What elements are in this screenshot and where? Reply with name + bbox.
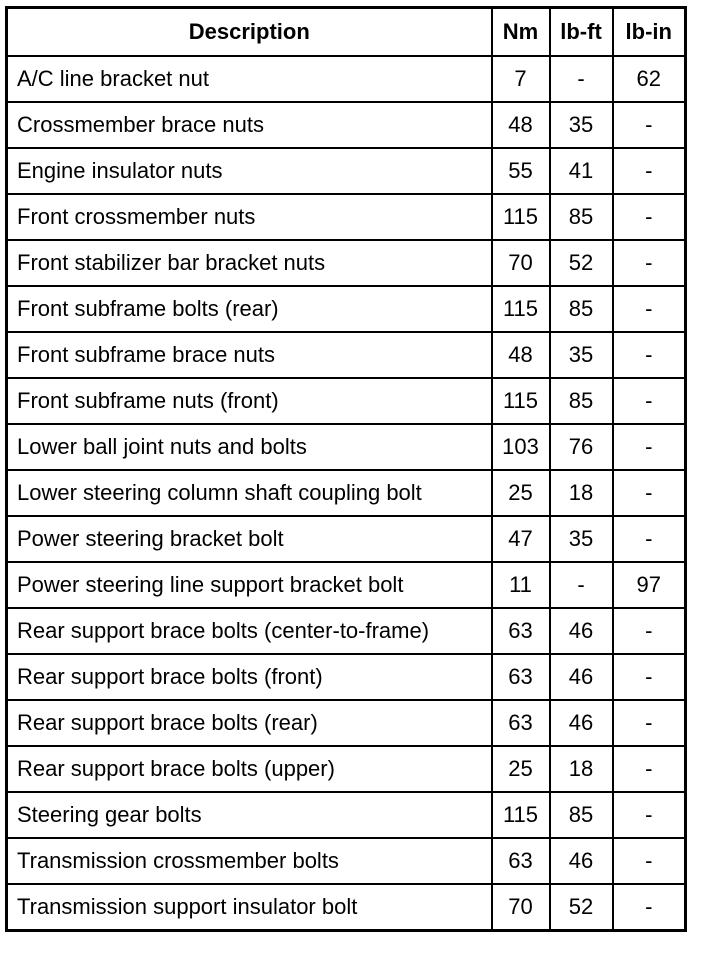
table-row <box>7 792 686 838</box>
cell-lb-ft: 35 <box>550 102 613 148</box>
table-body <box>7 56 686 931</box>
cell-lb-in: - <box>613 838 686 884</box>
table-row <box>7 608 686 654</box>
cell-lb-in: - <box>613 884 686 931</box>
table-row <box>7 56 686 102</box>
cell-description: Lower ball joint nuts and bolts <box>7 424 492 470</box>
cell-lb-in: - <box>613 378 686 424</box>
table-row <box>7 884 686 931</box>
cell-description: Crossmember brace nuts <box>7 102 492 148</box>
cell-nm: 63 <box>492 700 550 746</box>
cell-lb-in: - <box>613 700 686 746</box>
cell-lb-ft: 85 <box>550 286 613 332</box>
cell-description: Power steering bracket bolt <box>7 516 492 562</box>
cell-description: Front subframe brace nuts <box>7 332 492 378</box>
cell-nm: 70 <box>492 884 550 931</box>
cell-lb-ft: 18 <box>550 746 613 792</box>
cell-nm: 48 <box>492 332 550 378</box>
cell-lb-ft: 85 <box>550 194 613 240</box>
table-row <box>7 470 686 516</box>
cell-lb-in: - <box>613 654 686 700</box>
cell-lb-in: - <box>613 332 686 378</box>
cell-lb-ft: 35 <box>550 516 613 562</box>
cell-nm: 115 <box>492 792 550 838</box>
cell-description: Transmission crossmember bolts <box>7 838 492 884</box>
cell-description: Rear support brace bolts (upper) <box>7 746 492 792</box>
cell-nm: 115 <box>492 286 550 332</box>
cell-description: A/C line bracket nut <box>7 56 492 102</box>
table-row <box>7 102 686 148</box>
cell-nm: 70 <box>492 240 550 286</box>
table-row <box>7 562 686 608</box>
table-row <box>7 700 686 746</box>
cell-description: Rear support brace bolts (front) <box>7 654 492 700</box>
cell-nm: 11 <box>492 562 550 608</box>
table-row <box>7 746 686 792</box>
table-row <box>7 332 686 378</box>
cell-lb-in: - <box>613 516 686 562</box>
cell-lb-in: - <box>613 608 686 654</box>
torque-spec-table <box>5 6 687 932</box>
table-row <box>7 148 686 194</box>
cell-lb-in: - <box>613 424 686 470</box>
header-lb-in: lb-in <box>613 8 686 57</box>
table-row <box>7 516 686 562</box>
cell-description: Front subframe bolts (rear) <box>7 286 492 332</box>
cell-nm: 63 <box>492 654 550 700</box>
cell-description: Front stabilizer bar bracket nuts <box>7 240 492 286</box>
cell-description: Rear support brace bolts (rear) <box>7 700 492 746</box>
table-row <box>7 378 686 424</box>
cell-description: Steering gear bolts <box>7 792 492 838</box>
cell-lb-in: 62 <box>613 56 686 102</box>
cell-lb-ft: 35 <box>550 332 613 378</box>
cell-lb-ft: 46 <box>550 700 613 746</box>
header-nm: Nm <box>492 8 550 57</box>
cell-lb-ft: 18 <box>550 470 613 516</box>
cell-lb-in: - <box>613 148 686 194</box>
header-lb-ft: lb-ft <box>550 8 613 57</box>
cell-description: Engine insulator nuts <box>7 148 492 194</box>
cell-lb-in: - <box>613 746 686 792</box>
header-row <box>7 8 686 57</box>
cell-description: Power steering line support bracket bolt <box>7 562 492 608</box>
cell-lb-ft: 76 <box>550 424 613 470</box>
table-row <box>7 240 686 286</box>
cell-description: Front subframe nuts (front) <box>7 378 492 424</box>
cell-lb-in: 97 <box>613 562 686 608</box>
header-description: Description <box>7 8 492 57</box>
cell-lb-in: - <box>613 470 686 516</box>
cell-nm: 7 <box>492 56 550 102</box>
cell-nm: 25 <box>492 470 550 516</box>
table-row <box>7 838 686 884</box>
cell-lb-in: - <box>613 792 686 838</box>
cell-lb-ft: 46 <box>550 608 613 654</box>
cell-nm: 48 <box>492 102 550 148</box>
cell-lb-ft: 85 <box>550 792 613 838</box>
cell-nm: 63 <box>492 608 550 654</box>
cell-nm: 63 <box>492 838 550 884</box>
cell-nm: 115 <box>492 378 550 424</box>
cell-lb-ft: - <box>550 562 613 608</box>
cell-description: Rear support brace bolts (center-to-frame) <box>7 608 492 654</box>
cell-description: Front crossmember nuts <box>7 194 492 240</box>
cell-lb-in: - <box>613 240 686 286</box>
cell-lb-in: - <box>613 286 686 332</box>
cell-nm: 47 <box>492 516 550 562</box>
cell-lb-in: - <box>613 102 686 148</box>
cell-lb-ft: 41 <box>550 148 613 194</box>
table-row <box>7 286 686 332</box>
cell-description: Lower steering column shaft coupling bolt <box>7 470 492 516</box>
table-row <box>7 654 686 700</box>
cell-nm: 55 <box>492 148 550 194</box>
cell-lb-ft: 52 <box>550 240 613 286</box>
cell-lb-ft: 85 <box>550 378 613 424</box>
cell-nm: 25 <box>492 746 550 792</box>
cell-lb-ft: 46 <box>550 654 613 700</box>
cell-nm: 103 <box>492 424 550 470</box>
cell-description: Transmission support insulator bolt <box>7 884 492 931</box>
cell-lb-ft: - <box>550 56 613 102</box>
table-row <box>7 194 686 240</box>
cell-nm: 115 <box>492 194 550 240</box>
table-row <box>7 424 686 470</box>
cell-lb-ft: 46 <box>550 838 613 884</box>
cell-lb-in: - <box>613 194 686 240</box>
cell-lb-ft: 52 <box>550 884 613 931</box>
